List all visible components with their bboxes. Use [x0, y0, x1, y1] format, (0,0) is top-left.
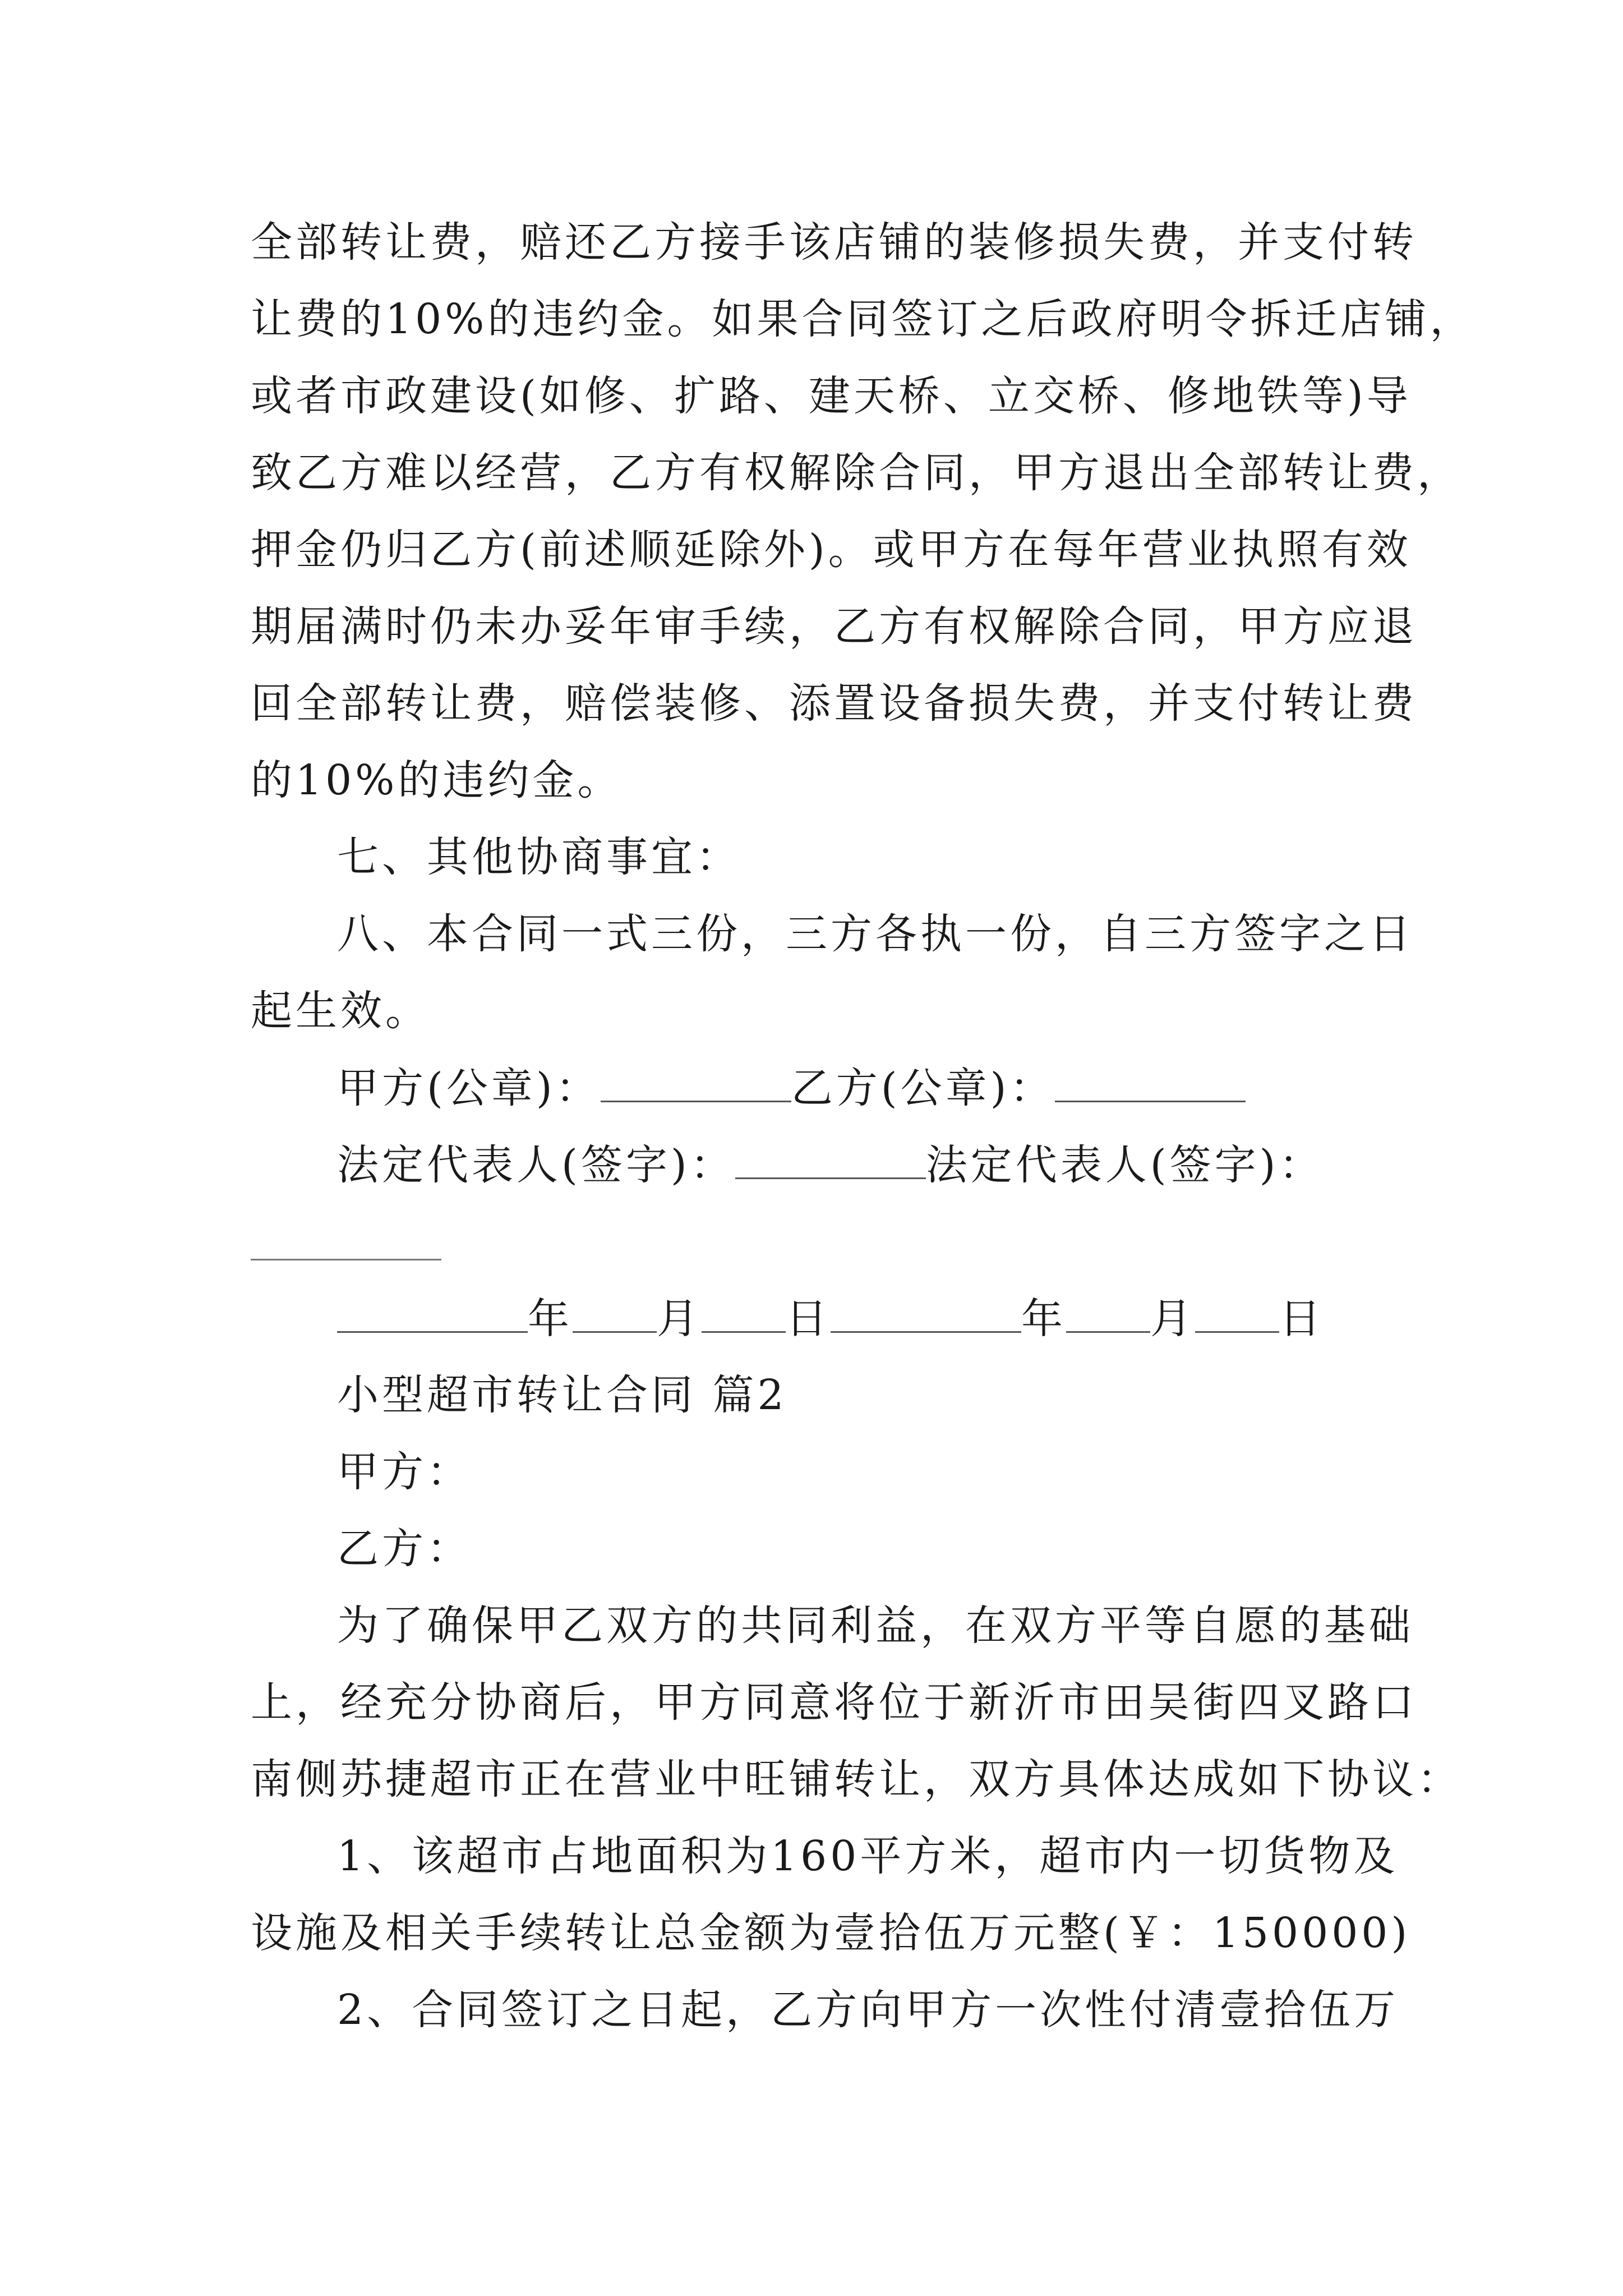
paragraph-line: 让费的10%的违约金。如果合同签订之后政府明令拆迁店铺，	[251, 295, 1475, 343]
year-label: 年	[1021, 1295, 1066, 1343]
rep-b-label: 法定代表人(签字)：	[925, 1141, 1324, 1189]
clause-7: 七、其他协商事宜：	[337, 833, 741, 881]
party-a-seal-blank	[601, 1067, 791, 1102]
clause-1: 1、该超市占地面积为160平方米，超市内一切货物及	[337, 1832, 1399, 1880]
month-label: 月	[1150, 1295, 1195, 1343]
paragraph-line: 设施及相关手续转让总金额为壹拾伍万元整(￥：150000)	[251, 1909, 1411, 1957]
section-title: 小型超市转让合同 篇2	[337, 1371, 787, 1419]
year-blank	[337, 1297, 528, 1333]
paragraph-line: 南侧苏捷超市正在营业中旺铺转让，双方具体达成如下协议：	[251, 1755, 1462, 1803]
paragraph-line: 起生效。	[251, 987, 430, 1035]
paragraph-line: 致乙方难以经营，乙方有权解除合同，甲方退出全部转让费，	[251, 449, 1462, 497]
paragraph-line: 回全部转让费，赔偿装修、添置设备损失费，并支付转让费	[251, 679, 1417, 728]
rep-b-blank	[251, 1259, 441, 1260]
clause-2: 2、合同签订之日起，乙方向甲方一次性付清壹拾伍万	[337, 1986, 1399, 2034]
date-line	[337, 1295, 1324, 1343]
rep-a-blank	[735, 1144, 926, 1179]
party-b-seal-blank	[1055, 1067, 1246, 1102]
seal-line	[337, 1064, 1246, 1112]
paragraph-line: 全部转让费，赔还乙方接手该店铺的装修损失费，并支付转	[251, 218, 1417, 266]
month-blank	[1066, 1297, 1150, 1333]
clause-8: 八、本合同一式三份，三方各执一份，自三方签字之日	[337, 910, 1414, 958]
representative-line	[337, 1141, 1324, 1189]
paragraph-line: 为了确保甲乙双方的共同利益，在双方平等自愿的基础	[337, 1602, 1414, 1650]
day-blank	[702, 1297, 786, 1333]
month-blank	[573, 1297, 657, 1333]
year-blank	[831, 1297, 1021, 1333]
paragraph-line: 或者市政建设(如修、扩路、建天桥、立交桥、修地铁等)导	[251, 372, 1412, 420]
party-b-line: 乙方：	[337, 1525, 472, 1573]
party-a-line: 甲方：	[337, 1448, 472, 1496]
day-label: 日	[1279, 1295, 1324, 1343]
month-label: 月	[657, 1295, 702, 1343]
paragraph-line: 押金仍归乙方(前述顺延除外)。或甲方在每年营业执照有效	[251, 526, 1412, 574]
day-label: 日	[786, 1295, 831, 1343]
day-blank	[1195, 1297, 1279, 1333]
party-b-seal-label: 乙方(公章)：	[791, 1064, 1055, 1112]
year-label: 年	[528, 1295, 573, 1343]
paragraph-line: 上，经充分协商后，甲方同意将位于新沂市田吴街四叉路口	[251, 1678, 1417, 1727]
paragraph-line: 的10%的违约金。	[251, 756, 623, 804]
paragraph-line: 期届满时仍未办妥年审手续，乙方有权解除合同，甲方应退	[251, 602, 1417, 651]
party-a-seal-label: 甲方(公章)：	[337, 1064, 601, 1112]
rep-a-label: 法定代表人(签字)：	[337, 1141, 735, 1189]
